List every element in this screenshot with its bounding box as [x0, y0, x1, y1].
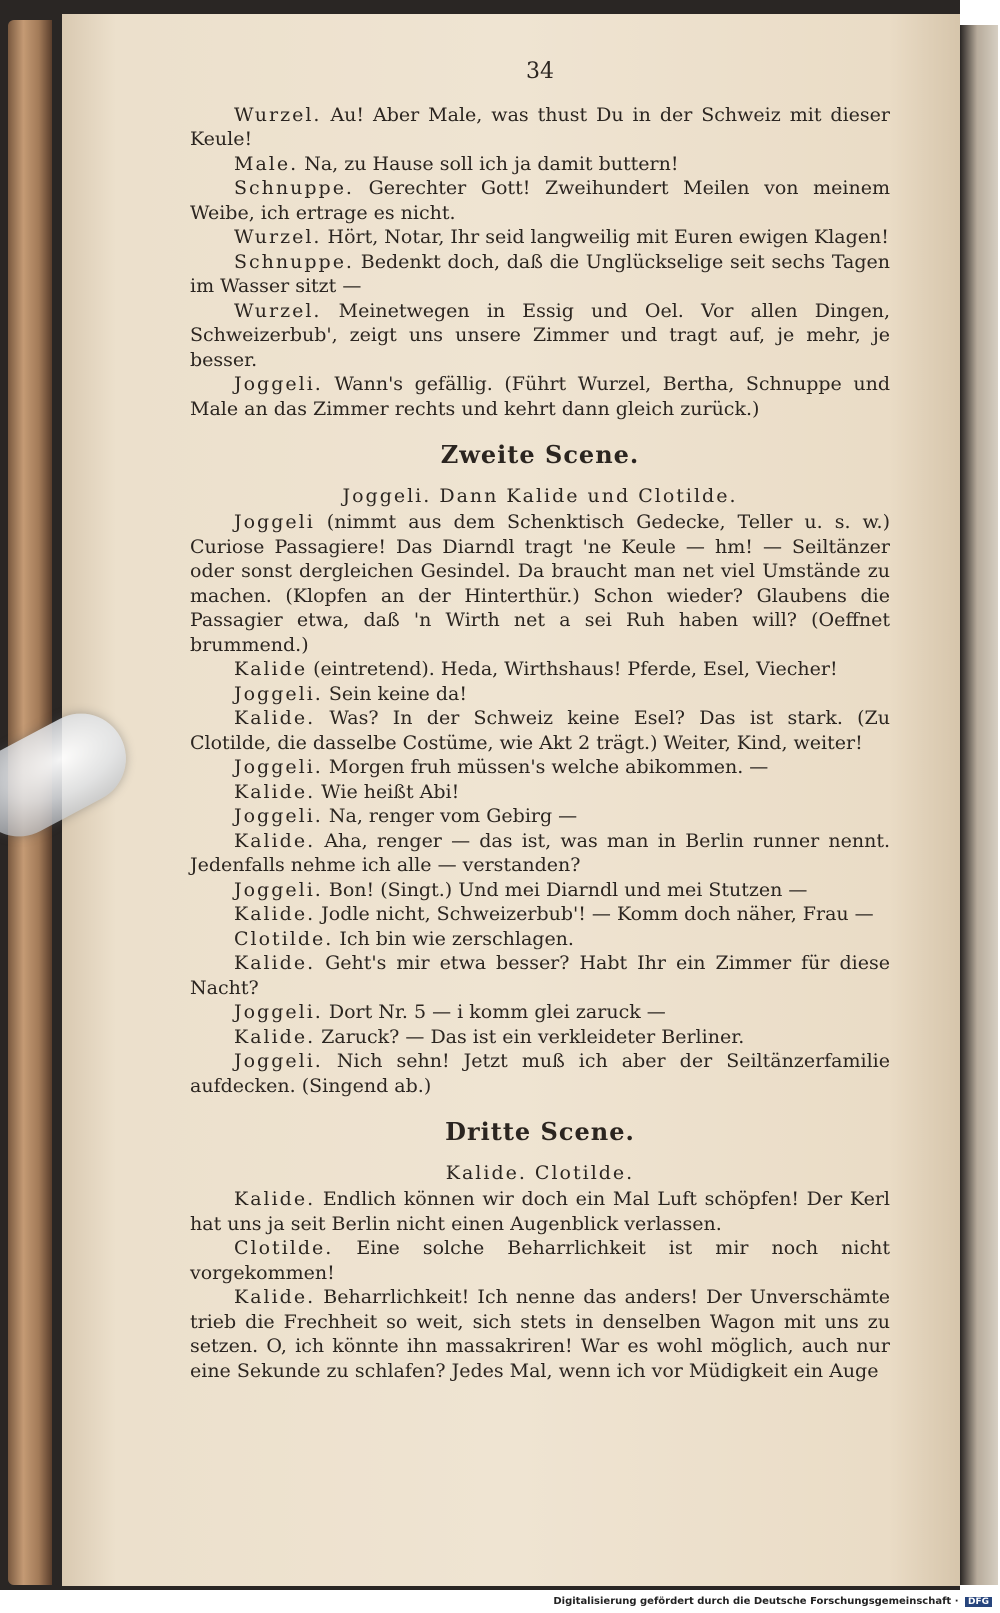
- dialogue-line: [190, 1025, 890, 1050]
- speaker: Joggeli.: [234, 1050, 323, 1072]
- scene-heading: Dritte Scene.: [445, 1117, 635, 1146]
- speaker: Joggeli.: [234, 878, 323, 901]
- speech: Nich sehn! Jetzt muß ich aber der Seiltänzerfamilie aufdecken. (Singend ab.): [190, 1050, 890, 1097]
- speech: Wie heißt Abi!: [321, 780, 460, 803]
- speech: Bon! (Singt.) Und mei Diarndl und mei Stutzen —: [328, 878, 808, 901]
- dialogue-line: [190, 829, 890, 878]
- dialogue-line: [190, 951, 890, 1000]
- page-number: 34: [526, 59, 554, 84]
- speech: Beharrlichkeit! Ich nenne das anders! Der Unverschämte trieb die Frechheit so weit, sich stets in denselben Wagon mit uns zu setzen. O, ich könnte ihn massakriren! War es wohl möglich, auch nur eine Sekunde zu schlafen? Jedes Mal, wenn ich vor Müdigkeit ein Auge: [190, 1286, 890, 1382]
- speech: Eine solche Beharrlichkeit ist mir noch nicht vorgekommen!: [190, 1237, 890, 1284]
- speaker: Kalide.: [234, 1286, 316, 1308]
- speech: Wann's gefällig. (Führt Wurzel, Bertha, Schnuppe und Male an das Zimmer rechts und kehrt dann gleich zurück.): [190, 373, 890, 420]
- speech: (eintretend). Heda, Wirthshaus! Pferde, Esel, Viecher!: [313, 658, 838, 680]
- speech: Jodle nicht, Schweizerbub'! — Komm doch näher, Frau —: [321, 903, 874, 925]
- dialogue-line: [190, 103, 890, 152]
- dialogue-line: [190, 372, 890, 421]
- speech: Zaruck? — Das ist ein verkleideter Berliner.: [321, 1025, 745, 1048]
- speaker: Schnuppe.: [234, 250, 354, 273]
- speaker: Kalide.: [234, 952, 316, 974]
- speech: Dort Nr. 5 — i komm glei zaruck —: [328, 1001, 666, 1023]
- dialogue-line: [190, 1049, 890, 1098]
- dialogue-line: [190, 878, 890, 903]
- dialogue-line: [190, 927, 890, 952]
- dialogue-line: [190, 902, 890, 927]
- speaker: Joggeli.: [234, 682, 323, 705]
- speech: Hört, Notar, Ihr seid langweilig mit Euren ewigen Klagen!: [327, 226, 889, 248]
- dialogue-line: [190, 225, 890, 250]
- scene1-dialogue: [190, 103, 890, 422]
- speech: Was? In der Schweiz keine Esel? Das ist stark. (Zu Clotilde, die dasselbe Costüme, wie Akt 2 trägt.) Weiter, Kind, weiter!: [190, 707, 890, 754]
- speaker: Joggeli.: [234, 805, 323, 827]
- speech: Na, zu Hause soll ich ja damit buttern!: [304, 152, 679, 175]
- speaker: Schnuppe.: [234, 177, 354, 199]
- speaker: Wurzel.: [234, 299, 322, 322]
- speaker: Joggeli: [234, 511, 315, 533]
- page-edge: [960, 25, 998, 1585]
- dialogue-line: [190, 1285, 890, 1383]
- speech: Aha, renger — das ist, was man in Berlin runner nennt. Jedenfalls nehme ich alle — verstanden?: [190, 829, 890, 876]
- digitization-footer: Digitalisierung gefördert durch die Deutsche Forschungsgemeinschaft · DFG: [553, 1596, 992, 1607]
- speech: Gerechter Gott! Zweihundert Meilen von meinem Weibe, ich ertrage es nicht.: [190, 177, 890, 224]
- dialogue-line: [190, 682, 890, 707]
- dfg-logo: DFG: [965, 1597, 992, 1607]
- speech: Meinetwegen in Essig und Oel. Vor allen Dingen, Schweizerbub', zeigt uns unsere Zimmer und tragt auf, je mehr, je besser.: [190, 299, 890, 371]
- dialogue-line: [190, 1000, 890, 1025]
- speech: Sein keine da!: [328, 682, 467, 705]
- page-text: [190, 60, 890, 1383]
- dialogue-line: [190, 804, 890, 829]
- speaker: Kalide: [234, 658, 308, 680]
- scene-cast: Kalide. Clotilde.: [445, 1161, 635, 1184]
- dialogue-line: [190, 1187, 890, 1236]
- dialogue-line: [190, 250, 890, 299]
- dialogue-line: [190, 176, 890, 225]
- dialogue-line: [190, 510, 890, 657]
- speaker: Clotilde.: [234, 927, 334, 950]
- speaker: Kalide.: [234, 903, 316, 925]
- speech: Na, renger vom Gebirg —: [328, 805, 578, 827]
- speaker: Joggeli.: [234, 1001, 323, 1023]
- dialogue-line: [190, 299, 890, 373]
- scene-heading: Zweite Scene.: [440, 440, 640, 469]
- speech: Au! Aber Male, was thust Du in der Schweiz mit dieser Keule!: [190, 103, 890, 150]
- speaker: Wurzel.: [234, 226, 322, 248]
- scene3-dialogue: [190, 1187, 890, 1383]
- speech: Ich bin wie zerschlagen.: [339, 927, 574, 950]
- dialogue-line: [190, 1236, 890, 1285]
- speaker: Clotilde.: [234, 1237, 334, 1259]
- dialogue-line: [190, 755, 890, 780]
- speech: (nimmt aus dem Schenktisch Gedecke, Teller u. s. w.) Curiose Passagiere! Das Diarndl tragt 'ne Keule — hm! — Seiltänzer oder sonst dergleichen Gesindel. Da braucht man net viel Umstände zu machen. (Klopfen an der Hinterthür.) Schon wieder? Glaubens die Passagier etwa, daß 'n Wirth net a sei Ruh haben will? (Oeffnet brummend.): [190, 511, 890, 656]
- speaker: Joggeli.: [234, 756, 323, 778]
- dialogue-line: [190, 780, 890, 805]
- dialogue-line: [190, 152, 890, 177]
- speaker: Kalide.: [234, 780, 316, 803]
- speech: Morgen fruh müssen's welche abikommen. —: [328, 756, 769, 778]
- speaker: Joggeli.: [234, 373, 323, 395]
- speaker: Kalide.: [234, 829, 316, 852]
- speaker: Wurzel.: [234, 103, 322, 126]
- speaker: Kalide.: [234, 707, 316, 729]
- scene-cast: Joggeli. Dann Kalide und Clotilde.: [342, 484, 738, 507]
- speech: Geht's mir etwa besser? Habt Ihr ein Zimmer für diese Nacht?: [190, 952, 890, 999]
- speaker: Kalide.: [234, 1188, 316, 1210]
- speech: Endlich können wir doch ein Mal Luft schöpfen! Der Kerl hat uns ja seit Berlin nicht einen Augenblick verlassen.: [190, 1188, 890, 1235]
- dialogue-line: [190, 706, 890, 755]
- speaker: Male.: [234, 152, 299, 175]
- dialogue-line: [190, 657, 890, 682]
- speaker: Kalide.: [234, 1025, 316, 1048]
- scene2-dialogue: [190, 510, 890, 1098]
- speech: Bedenkt doch, daß die Unglückselige seit sechs Tagen im Wasser sitzt —: [190, 250, 890, 297]
- footer-text: Digitalisierung gefördert durch die Deutsche Forschungsgemeinschaft: [553, 1596, 952, 1607]
